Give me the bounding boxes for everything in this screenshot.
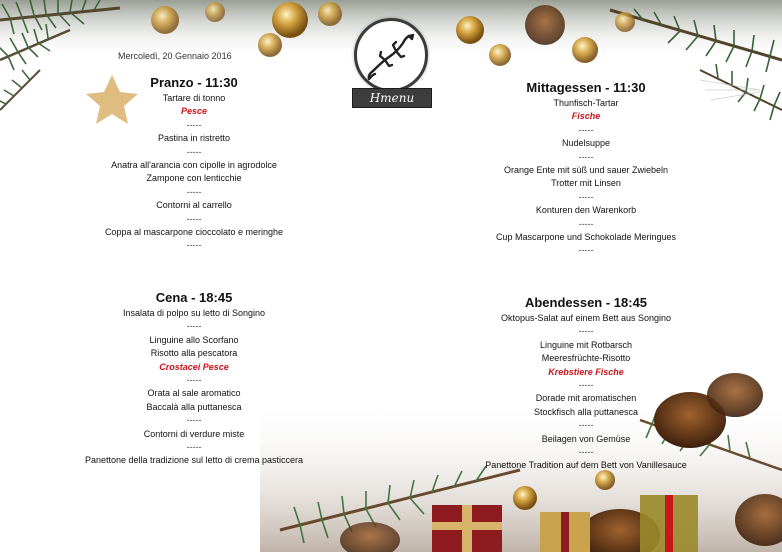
menu-separator: -----: [186, 375, 202, 386]
menu-separator: -----: [578, 124, 594, 135]
menu-separator: -----: [578, 380, 594, 391]
menu-separator: -----: [186, 213, 202, 224]
menu-item: Contorni al carrello: [156, 200, 232, 211]
gecko-icon: [363, 27, 419, 83]
menu-lunch-italian: [60, 74, 328, 253]
menu-separator: -----: [186, 119, 202, 130]
menu-separator: -----: [578, 447, 594, 458]
menu-item: Meeresfrüchte-Risotto: [541, 353, 631, 364]
menu-category: Crostacei Pesce: [159, 361, 229, 372]
menu-separator: -----: [186, 186, 202, 197]
menu-separator: -----: [186, 415, 202, 426]
menu-item: Pastina in ristretto: [157, 133, 231, 144]
menu-section-title: Cena - 18:45: [155, 290, 233, 305]
menu-item: Linguine mit Rotbarsch: [539, 339, 633, 350]
menu-item: Dorade mit aromatischen: [535, 393, 637, 404]
menu-item: Baccalà alla puttanesca: [146, 401, 242, 412]
menu-item-list: [60, 92, 328, 253]
menu-item: Panettone Tradition auf dem Bett von Vanillesauce: [485, 460, 687, 471]
menu-section-title: Abendessen - 18:45: [524, 295, 648, 310]
menu-item: Insalata di polpo su letto di Songino: [122, 308, 266, 318]
menu-item: Orange Ente mit süß und sauer Zwiebeln: [503, 165, 669, 176]
menu-separator: -----: [186, 240, 202, 251]
menu-separator: -----: [578, 326, 594, 337]
menu-separator: -----: [186, 321, 202, 332]
menu-date: Mercoledì, 20 Gennaio 2016: [118, 51, 232, 61]
menu-item: Anatra all'arancia con cipolle in agrodolce: [111, 160, 277, 171]
menu-item: Zampone con lenticchie: [146, 173, 242, 184]
menu-item: Panettone della tradizione sul letto di crema pasticcera: [84, 455, 304, 466]
menu-item: Tartare di tonno: [162, 93, 226, 103]
menu-separator: -----: [578, 420, 594, 431]
menu-separator: -----: [186, 146, 202, 157]
hmenu-logo: [352, 14, 432, 114]
menu-item: Beilagen von Gemüse: [541, 433, 631, 444]
menu-category: Fische: [571, 111, 601, 122]
menu-category: Krebstiere Fische: [548, 366, 624, 377]
menu-dinner-italian: [60, 289, 328, 468]
menu-category: Pesce: [180, 106, 208, 117]
menu-separator: -----: [578, 151, 594, 162]
menu-separator: -----: [578, 191, 594, 202]
menu-separator: -----: [578, 218, 594, 229]
menu-item-list: [452, 312, 720, 473]
menu-section-title: Mittagessen - 11:30: [526, 80, 646, 95]
menu-item-list: [452, 97, 720, 258]
menu-separator: -----: [578, 245, 594, 256]
menu-item: Contorni di verdure miste: [143, 428, 245, 439]
menu-item-list: [60, 307, 328, 468]
menu-section-title: Pranzo - 11:30: [150, 75, 238, 90]
menu-item: Orata al sale aromatico: [147, 388, 241, 399]
logo-banner: Hmenu: [352, 88, 432, 108]
logo-emblem: [354, 18, 428, 92]
menu-item: Nudelsuppe: [561, 138, 611, 149]
menu-item: Cup Mascarpone und Schokolade Meringues: [495, 232, 677, 243]
menu-dinner-german: [452, 294, 720, 473]
menu-item: Oktopus-Salat auf einem Bett aus Songino: [500, 313, 672, 323]
menu-item: Thunfisch-Tartar: [553, 98, 619, 108]
menu-item: Linguine allo Scorfano: [149, 334, 239, 345]
menu-item: Trotter mit Linsen: [551, 178, 621, 189]
menu-item: Konturen den Warenkorb: [535, 205, 637, 216]
menu-item: Coppa al mascarpone cioccolato e meringhe: [104, 227, 284, 238]
menu-item: Risotto alla pescatora: [150, 348, 238, 359]
menu-item: Stockfisch alla puttanesca: [533, 406, 639, 417]
menu-lunch-german: [452, 79, 720, 258]
menu-separator: -----: [186, 442, 202, 453]
